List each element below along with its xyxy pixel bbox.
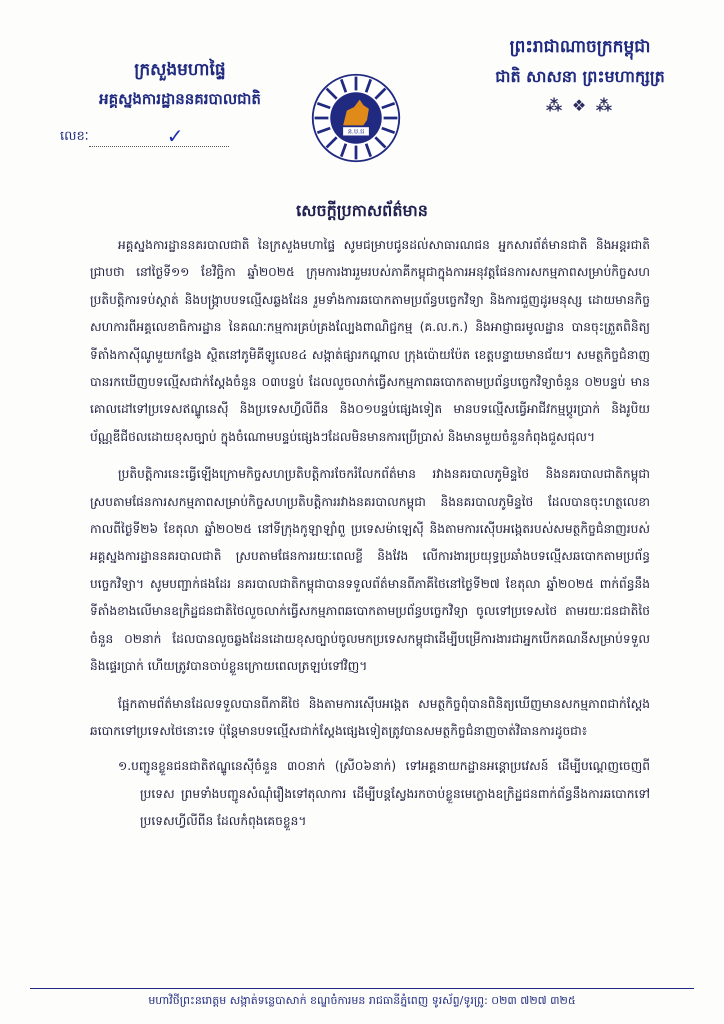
checkmark: ✓ bbox=[166, 124, 184, 148]
national-motto: ជាតិ សាសនា ព្រះមហាក្សត្រ bbox=[495, 67, 665, 86]
kingdom-header bbox=[460, 34, 700, 115]
list-item: ១.បញ្ជូនខ្លួនជនជាតិឥណ្ឌូនេស៊ីចំនួន ៣០នាក់ (ស្រី០៦នាក់) ទៅអគ្គនាយកដ្ឋានអន្តោប្រវេសន៍ ដើម្បីបណ្តេញចេញពីប្រទេស ព្រមទាំងបញ្ជូនសំណុំរឿងទៅតុលាការ ដើម្បីបន្តស្វែងរកចាប់ខ្លួនមេក្លោងឧក្រិដ្ឋជនពាក់ព័ន្ធនឹងការឆបោកទៅប្រទេសហ្វីលីពីន ដែលកំពុងគេចខ្លួន។ bbox=[118, 759, 650, 829]
reference-dotted-line bbox=[89, 124, 229, 148]
national-police-logo bbox=[310, 72, 402, 164]
ministry-name: ក្រសួងមហាផ្ទៃ bbox=[134, 60, 226, 80]
logo-caption: ន.ប.ជ bbox=[347, 127, 365, 136]
document-title: សេចក្តីប្រកាសព័ត៌មាន bbox=[296, 201, 428, 220]
reference-label: លេខៈ bbox=[60, 129, 89, 144]
paragraph: អគ្គស្នងការដ្ឋាននគរបាលជាតិ នៃក្រសួងមហាផ្ទៃ សូមជម្រាបជូនដល់សាធារណជន អ្នកសារព័ត៌មានជាតិ និងអន្តរជាតិជ្រាបថា នៅថ្ងៃទី១១ ខែវិច្ឆិកា ឆ្នាំ២០២៥ ក្រុមការងាររួមរបស់ភាគីកម្ពុជាក្នុងការអនុវត្តផែនការសកម្មភាពសម្រាប់កិច្ចសហប្រតិបត្តិការទប់ស្កាត់ និងបង្ក្រាបបទល្មើសឆ្លងដែន រួមទាំងការឆបោកតាមប្រព័ន្ធបច្ចេកវិទ្យា និងការជួញដូរមនុស្ស ដោយមានកិច្ចសហការពីអគ្គលេខាធិការដ្ឋាន នៃគណៈកម្មការគ្រប់គ្រងល្បែងពាណិជ្ជកម្ម (គ.ល.ក.) និងអាជ្ញាធរមូលដ្ឋាន បានចុះត្រួតពិនិត្យទីតាំងកាស៊ីណូមួយកន្លែង ស្ថិតនៅភូមិគីឡូលេខ៤ សង្កាត់ផ្សារកណ្តាល ក្រុងប៉ោយប៉ែត ខេត្តបន្ទាយមានជ័យ។ សមត្ថកិច្ចជំនាញបានរកឃើញបទល្មើសជាក់ស្តែងចំនួន ០៣បន្ទប់ ដែលលួចលាក់ធ្វើសកម្មភាពឆបោកតាមប្រព័ន្ធបច្ចេកវិទ្យាចំនួន ០២បន្ទប់ មានគោលដៅទៅប្រទេសឥណ្ឌូនេស៊ី និងប្រទេសហ្វីលីពីន និង០១បន្ទប់ផ្សេងទៀត មានបទល្មើសធ្វើអាជីវកម្មប្តូរប្រាក់ និងរូបិយប័ណ្ណឌីជីថលដោយខុសច្បាប់ ក្នុងចំណោមបន្ទប់ផ្សេងៗដែលមិនមានការប្រើប្រាស់ និងមានមួយចំនួនកំពុងជួសជុល។ bbox=[90, 238, 650, 444]
footer-divider bbox=[30, 988, 694, 989]
kingdom-name: ព្រះរាជាណាចក្រកម្ពុជា bbox=[509, 37, 651, 57]
paragraph: ប្រតិបត្តិការនេះធ្វើឡើងក្រោមកិច្ចសហប្រតិបត្តិការចែករំលែកព័ត៌មាន រវាងនគរបាលភូមិន្ទថៃ និងនគរបាលជាតិកម្ពុជា ស្របតាមផែនការសកម្មភាពសម្រាប់កិច្ចសហប្រតិបត្តិការរវាងនគរបាលកម្ពុជា និងនគរបាលភូមិន្ទថៃ ដែលបានចុះហត្ថលេខាកាលពីថ្ងៃទី២៦ ខែតុលា ឆ្នាំ២០២៥ នៅទីក្រុងកូឡាឡាំពួ ប្រទេសម៉ាឡេស៊ី និងតាមការស៊ើបអង្កេតរបស់សមត្ថកិច្ចជំនាញរបស់អគ្គស្នងការដ្ឋាននគរបាលជាតិ ស្របតាមផែនការរយៈពេលខ្លី និងវែង លើការងារប្រយុទ្ធប្រឆាំងបទល្មើសឆបោកតាមប្រព័ន្ធបច្ចេកវិទ្យា។ សូមបញ្ជាក់ផងដែរ នគរបាលជាតិកម្ពុជាបានទទួលព័ត៌មានពីភាគីថៃនៅថ្ងៃទី២៧ ខែតុលា ឆ្នាំ២០២៥ ពាក់ព័ន្ធនឹងទីតាំងខាងលើមានឧក្រិដ្ឋជនជាតិថៃលួចលាក់ធ្វើសកម្មភាពឆបោកតាមប្រព័ន្ធបច្ចេកវិទ្យា ចូលទៅប្រទេសថៃ តាមរយៈជនជាតិថៃចំនួន ០២នាក់ ដែលបានលួចឆ្លងដែនដោយខុសច្បាប់ចូលមកប្រទេសកម្ពុជាដើម្បីបម្រើការងារជាអ្នកបើកគណនីសម្រាប់ទទួលនិងផ្ទេរប្រាក់ ហើយត្រូវបានចាប់ខ្លួនក្រោយពេលត្រឡប់ទៅវិញ។ bbox=[90, 467, 650, 674]
document-body bbox=[90, 232, 650, 836]
ministry-header bbox=[60, 58, 300, 112]
reference-number bbox=[60, 124, 229, 148]
ornament-divider: ⁂ ❖ ⁂ bbox=[545, 96, 615, 115]
footer-address: មហាវិថីព្រះនរោត្តម សង្កាត់ទន្លេបាសាក់ ខណ្ឌចំការមន រាជធានីភ្នំពេញ ទូរស័ព្ទ/ទូរព្រូ: ០២៣ ៧២៧ ៣២៥ bbox=[148, 994, 576, 1007]
department-name: អគ្គស្នងការដ្ឋាននគរបាលជាតិ bbox=[99, 90, 261, 108]
paragraph: ផ្អែកតាមព័ត៌មានដែលទទួលបានពីភាគីថៃ និងតាមការស៊ើបអង្កេត សមត្ថកិច្ចពុំបានពិនិត្យឃើញមានសកម្មភាពជាក់ស្តែងឆបោកទៅប្រទេសថៃនោះទេ ប៉ុន្តែមានបទល្មើសជាក់ស្តែងផ្សេងទៀតត្រូវបានសមត្ថកិច្ចជំនាញចាត់វិធានការដូចជា៖ bbox=[90, 696, 650, 738]
